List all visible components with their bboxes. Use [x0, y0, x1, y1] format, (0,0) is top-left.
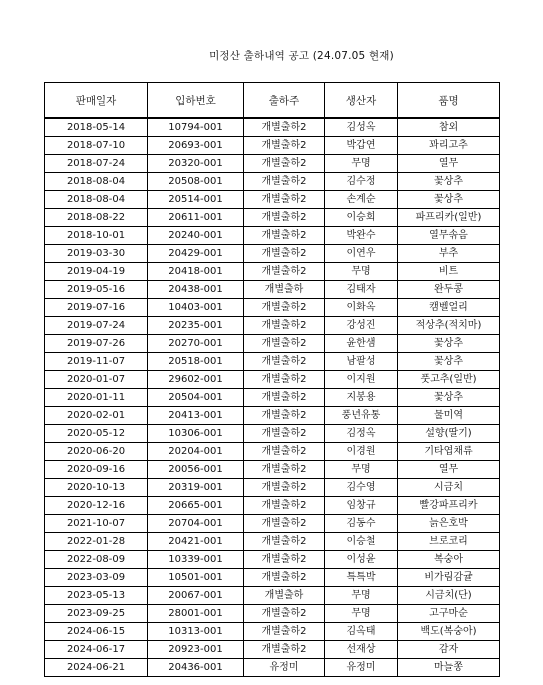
- cell-sale-date: 2020-09-16: [45, 461, 148, 479]
- cell-shipper: 유정미: [244, 659, 325, 677]
- cell-receipt-number: 20611-001: [148, 209, 244, 227]
- cell-shipper: 개별출하: [244, 281, 325, 299]
- cell-item-name: 풋고추(일반): [398, 371, 500, 389]
- cell-item-name: 비가림감귤: [398, 569, 500, 587]
- cell-receipt-number: 20067-001: [148, 587, 244, 605]
- cell-shipper: 개별출하2: [244, 335, 325, 353]
- cell-sale-date: 2018-05-14: [45, 118, 148, 137]
- table-row: [45, 659, 500, 677]
- cell-sale-date: 2019-07-24: [45, 317, 148, 335]
- cell-sale-date: 2022-01-28: [45, 533, 148, 551]
- table-header-row: [45, 83, 500, 119]
- cell-receipt-number: 10313-001: [148, 623, 244, 641]
- cell-shipper: 개별출하2: [244, 515, 325, 533]
- cell-producer: 이승희: [325, 209, 398, 227]
- cell-producer: 손계순: [325, 191, 398, 209]
- cell-item-name: 브로코리: [398, 533, 500, 551]
- cell-item-name: 열무솎음: [398, 227, 500, 245]
- table-row: [45, 479, 500, 497]
- table-row: [45, 461, 500, 479]
- cell-producer: 이화옥: [325, 299, 398, 317]
- table-row: [45, 533, 500, 551]
- cell-item-name: 참외: [398, 118, 500, 137]
- cell-receipt-number: 20693-001: [148, 137, 244, 155]
- cell-shipper: 개별출하2: [244, 353, 325, 371]
- cell-producer: 이연우: [325, 245, 398, 263]
- cell-shipper: 개별출하2: [244, 641, 325, 659]
- table-row: [45, 227, 500, 245]
- cell-item-name: 완두콩: [398, 281, 500, 299]
- table-row: [45, 335, 500, 353]
- cell-producer: 김정옥: [325, 425, 398, 443]
- cell-sale-date: 2021-10-07: [45, 515, 148, 533]
- table-body: [45, 118, 500, 677]
- header-item-name: 품명: [398, 83, 500, 119]
- cell-receipt-number: 20413-001: [148, 407, 244, 425]
- cell-receipt-number: 20421-001: [148, 533, 244, 551]
- cell-sale-date: 2020-02-01: [45, 407, 148, 425]
- table-row: [45, 299, 500, 317]
- cell-shipper: 개별출하2: [244, 443, 325, 461]
- cell-item-name: 시금치: [398, 479, 500, 497]
- cell-receipt-number: 20204-001: [148, 443, 244, 461]
- table-row: [45, 353, 500, 371]
- table-row: [45, 587, 500, 605]
- cell-shipper: 개별출하2: [244, 533, 325, 551]
- table-row: [45, 209, 500, 227]
- cell-item-name: 빨강파프리카: [398, 497, 500, 515]
- cell-producer: 유정미: [325, 659, 398, 677]
- cell-producer: 지봉용: [325, 389, 398, 407]
- header-shipper: 출하주: [244, 83, 325, 119]
- cell-shipper: 개별출하2: [244, 317, 325, 335]
- cell-receipt-number: 10794-001: [148, 118, 244, 137]
- table-row: [45, 389, 500, 407]
- cell-shipper: 개별출하2: [244, 155, 325, 173]
- cell-producer: 김옥태: [325, 623, 398, 641]
- cell-shipper: 개별출하2: [244, 173, 325, 191]
- cell-item-name: 물미역: [398, 407, 500, 425]
- cell-sale-date: 2020-01-07: [45, 371, 148, 389]
- cell-producer: 풍년유통: [325, 407, 398, 425]
- cell-shipper: 개별출하2: [244, 569, 325, 587]
- cell-receipt-number: 20319-001: [148, 479, 244, 497]
- cell-sale-date: 2018-10-01: [45, 227, 148, 245]
- cell-item-name: 열무: [398, 461, 500, 479]
- cell-shipper: 개별출하2: [244, 551, 325, 569]
- cell-receipt-number: 20056-001: [148, 461, 244, 479]
- cell-sale-date: 2024-06-21: [45, 659, 148, 677]
- cell-receipt-number: 20418-001: [148, 263, 244, 281]
- cell-producer: 이성윤: [325, 551, 398, 569]
- cell-item-name: 설향(딸기): [398, 425, 500, 443]
- table-row: [45, 263, 500, 281]
- cell-receipt-number: 20270-001: [148, 335, 244, 353]
- cell-receipt-number: 20320-001: [148, 155, 244, 173]
- table-row: [45, 425, 500, 443]
- cell-shipper: 개별출하2: [244, 605, 325, 623]
- cell-shipper: 개별출하2: [244, 371, 325, 389]
- cell-shipper: 개별출하2: [244, 479, 325, 497]
- cell-item-name: 꽈리고추: [398, 137, 500, 155]
- cell-item-name: 부추: [398, 245, 500, 263]
- cell-sale-date: 2022-08-09: [45, 551, 148, 569]
- cell-item-name: 시금치(단): [398, 587, 500, 605]
- cell-producer: 김수영: [325, 479, 398, 497]
- cell-sale-date: 2019-04-19: [45, 263, 148, 281]
- header-receipt-number: 입하번호: [148, 83, 244, 119]
- page-title: 미정산 출하내역 공고 (24.07.05 현재): [209, 50, 394, 62]
- cell-item-name: 열무: [398, 155, 500, 173]
- cell-shipper: 개별출하2: [244, 299, 325, 317]
- cell-sale-date: 2020-12-16: [45, 497, 148, 515]
- header-sale-date: 판매일자: [45, 83, 148, 119]
- cell-receipt-number: 20518-001: [148, 353, 244, 371]
- table-row: [45, 118, 500, 137]
- cell-producer: 김동수: [325, 515, 398, 533]
- cell-sale-date: 2023-05-13: [45, 587, 148, 605]
- cell-producer: 무명: [325, 461, 398, 479]
- cell-shipper: 개별출하2: [244, 389, 325, 407]
- cell-item-name: 꽃상추: [398, 191, 500, 209]
- cell-shipper: 개별출하2: [244, 263, 325, 281]
- cell-item-name: 꽃상추: [398, 389, 500, 407]
- table-row: [45, 623, 500, 641]
- table-row: [45, 641, 500, 659]
- header-producer: 생산자: [325, 83, 398, 119]
- cell-sale-date: 2020-06-20: [45, 443, 148, 461]
- cell-producer: 박완수: [325, 227, 398, 245]
- table-row: [45, 497, 500, 515]
- table-row: [45, 551, 500, 569]
- cell-receipt-number: 28001-001: [148, 605, 244, 623]
- cell-shipper: 개별출하2: [244, 497, 325, 515]
- cell-receipt-number: 29602-001: [148, 371, 244, 389]
- cell-receipt-number: 10403-001: [148, 299, 244, 317]
- cell-sale-date: 2023-03-09: [45, 569, 148, 587]
- cell-producer: 김성옥: [325, 118, 398, 137]
- cell-producer: 무명: [325, 263, 398, 281]
- cell-sale-date: 2019-11-07: [45, 353, 148, 371]
- table-row: [45, 245, 500, 263]
- cell-shipper: 개별출하2: [244, 407, 325, 425]
- cell-producer: 특특박: [325, 569, 398, 587]
- cell-producer: 김수정: [325, 173, 398, 191]
- table-row: [45, 407, 500, 425]
- cell-receipt-number: 20504-001: [148, 389, 244, 407]
- cell-shipper: 개별출하2: [244, 118, 325, 137]
- cell-producer: 무명: [325, 605, 398, 623]
- cell-item-name: 감자: [398, 641, 500, 659]
- cell-shipper: 개별출하2: [244, 227, 325, 245]
- cell-producer: 무명: [325, 155, 398, 173]
- cell-item-name: 적상추(적치마): [398, 317, 500, 335]
- cell-receipt-number: 20438-001: [148, 281, 244, 299]
- cell-receipt-number: 20923-001: [148, 641, 244, 659]
- cell-producer: 윤한샘: [325, 335, 398, 353]
- cell-shipper: 개별출하2: [244, 245, 325, 263]
- cell-receipt-number: 10306-001: [148, 425, 244, 443]
- cell-receipt-number: 20436-001: [148, 659, 244, 677]
- cell-item-name: 꽃상추: [398, 335, 500, 353]
- cell-shipper: 개별출하: [244, 587, 325, 605]
- unsettled-shipments-table: [44, 82, 500, 677]
- cell-item-name: 비트: [398, 263, 500, 281]
- cell-item-name: 캠벨얼리: [398, 299, 500, 317]
- table-row: [45, 317, 500, 335]
- cell-sale-date: 2019-07-26: [45, 335, 148, 353]
- cell-item-name: 마늘쫑: [398, 659, 500, 677]
- cell-producer: 무명: [325, 587, 398, 605]
- cell-receipt-number: 20235-001: [148, 317, 244, 335]
- cell-sale-date: 2018-08-04: [45, 191, 148, 209]
- table-row: [45, 515, 500, 533]
- cell-item-name: 백도(복숭아): [398, 623, 500, 641]
- cell-sale-date: 2024-06-17: [45, 641, 148, 659]
- cell-receipt-number: 20240-001: [148, 227, 244, 245]
- cell-item-name: 복숭아: [398, 551, 500, 569]
- table-row: [45, 137, 500, 155]
- cell-producer: 임창규: [325, 497, 398, 515]
- table-row: [45, 569, 500, 587]
- cell-sale-date: 2023-09-25: [45, 605, 148, 623]
- cell-sale-date: 2018-08-04: [45, 173, 148, 191]
- cell-producer: 강성진: [325, 317, 398, 335]
- cell-sale-date: 2024-06-15: [45, 623, 148, 641]
- cell-producer: 박갑연: [325, 137, 398, 155]
- cell-sale-date: 2020-01-11: [45, 389, 148, 407]
- cell-shipper: 개별출하2: [244, 137, 325, 155]
- cell-sale-date: 2020-05-12: [45, 425, 148, 443]
- cell-item-name: 늙은호박: [398, 515, 500, 533]
- cell-item-name: 꽃상추: [398, 173, 500, 191]
- cell-receipt-number: 10339-001: [148, 551, 244, 569]
- cell-sale-date: 2019-03-30: [45, 245, 148, 263]
- cell-producer: 이경원: [325, 443, 398, 461]
- table-row: [45, 173, 500, 191]
- cell-sale-date: 2018-08-22: [45, 209, 148, 227]
- cell-producer: 김태자: [325, 281, 398, 299]
- table-row: [45, 371, 500, 389]
- cell-sale-date: 2019-07-16: [45, 299, 148, 317]
- cell-item-name: 파프리카(일반): [398, 209, 500, 227]
- cell-producer: 이승철: [325, 533, 398, 551]
- table-row: [45, 155, 500, 173]
- table-row: [45, 191, 500, 209]
- table-row: [45, 443, 500, 461]
- cell-shipper: 개별출하2: [244, 425, 325, 443]
- cell-sale-date: 2019-05-16: [45, 281, 148, 299]
- cell-item-name: 기타엽채류: [398, 443, 500, 461]
- cell-receipt-number: 20514-001: [148, 191, 244, 209]
- table-row: [45, 605, 500, 623]
- cell-shipper: 개별출하2: [244, 461, 325, 479]
- cell-receipt-number: 10501-001: [148, 569, 244, 587]
- cell-sale-date: 2018-07-24: [45, 155, 148, 173]
- cell-shipper: 개별출하2: [244, 623, 325, 641]
- cell-receipt-number: 20704-001: [148, 515, 244, 533]
- cell-producer: 선재상: [325, 641, 398, 659]
- cell-producer: 남팔성: [325, 353, 398, 371]
- cell-producer: 이지원: [325, 371, 398, 389]
- cell-shipper: 개별출하2: [244, 191, 325, 209]
- cell-item-name: 꽃상추: [398, 353, 500, 371]
- cell-receipt-number: 20508-001: [148, 173, 244, 191]
- cell-receipt-number: 20429-001: [148, 245, 244, 263]
- cell-sale-date: 2020-10-13: [45, 479, 148, 497]
- cell-item-name: 고구마순: [398, 605, 500, 623]
- cell-sale-date: 2018-07-10: [45, 137, 148, 155]
- table-row: [45, 281, 500, 299]
- cell-receipt-number: 20665-001: [148, 497, 244, 515]
- cell-shipper: 개별출하2: [244, 209, 325, 227]
